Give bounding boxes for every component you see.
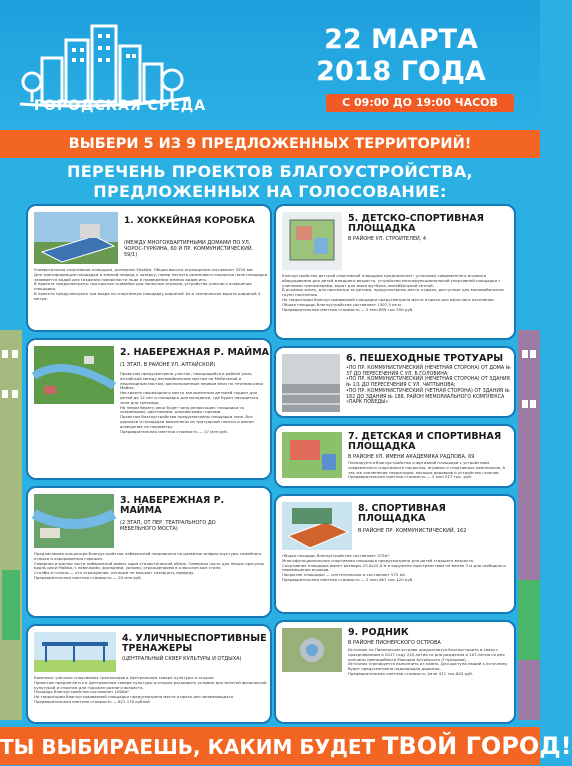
project-4-description: Комплекс уличных спортивных тренажеров в Центральном сквере культуры и отдыха. Проектом предлагается в Центральном сквере культуры и отдыха расширить условия для занятий физической культурой и спортом для горожан разного возраста. Площадь благоустройства составляет 1000м². На территории благоустраиваемой площадки предусмотрено место отдыха для занимающихся. Предварительная сметная стоимость — 621 170 рублей xyxy=(34,675,267,704)
project-2-title: 2. НАБЕРЕЖНАЯ Р. МАЙМА xyxy=(120,347,270,358)
project-1-title: 1. ХОККЕЙНАЯ КОРОБКА xyxy=(124,216,255,226)
project-8-description: Общая площадь благоустройства составляет 575м². Многофункциональная спортивная площадка предусмотрена для детей старшего возраста. Спортивная площадка имеет размеры 23,0х25,0 м и окружена пространством не менее 3 м для свободного перемещения игроков. Покрытие площадки — синтетическое и составляет 575 м2. Предварительная сметная стоимость — 2 млн.467 тыс.120 руб. xyxy=(282,553,506,582)
project-7-description: Планируется благоустройство спортивной площадки с устройством современного спортивного покрытия, игровых и спортивных комплексов. А так же озеленение территории: посадка деревьев и устройство газонов. Предварительная сметная стоимость — 2 млн.517 тыс. руб. xyxy=(348,460,506,480)
project-card-7[interactable] xyxy=(274,424,516,488)
project-2-description: Проектом предусмотрено участок, находящийся в районе улиц Алтайской между автомобильным мостом на Мебельной и пешеходным мостом, расположенным первым вниз по течению реки Майма. Настроена пешеходного место заплыненным деталей гордон для детей до 12 лет и площадка для молодежи, где будет находиться зона для трёхкара. На левом берегу реки будет зона релаксации: площадки со скамейками, цветниками, альпийскими горками. Проектом благоустройства предусмотрены площадки зона. Все дорожки и площадки выполнены из тротуарной плитки и имеют освещение по периметру. Предварительная сметная стоимость — 17 млн руб. xyxy=(120,371,264,434)
project-1-subtitle: (МЕЖДУ МНОГОКВАРТИРНЫМИ ДОМАМИ ПО УЛ. ЧОРОС-ГУРКИНА, 60 И ПР. КОММУНИСТИЧЕСКИЙ, 59/1) xyxy=(124,240,254,258)
date-line-2: 2018 ГОДА xyxy=(316,56,486,87)
project-2-subtitle: (1 ЭТАП, В РАЙОНЕ УЛ. АЛТАЙСКОЙ) xyxy=(120,362,216,368)
right-building-decoration xyxy=(518,330,540,720)
project-2-image xyxy=(34,346,114,404)
project-7-subtitle: В РАЙОНЕ УЛ. ИМЕНИ АКАДЕМИКА РАДЛОВА, 69 xyxy=(348,454,475,460)
project-3-description: Предлагаемая концепция благоустройства набережной направлена на развитие инфраструктуры семейного отдыха и оздоровления горожан. Северная и южная части набережной имеют один стилистический облик. Северная часть для пеших прогулок вдоль реки Майма, с лавочками, фонарями, урнами, ограждениями в классическом стиле. Столбы и газоны — это ограждения, которые не мешают созерцать природу. Предварительная сметная стоимость — 20 млн руб. xyxy=(34,551,265,580)
list-heading xyxy=(0,162,540,202)
time-badge: С 09:00 ДО 19:00 ЧАСОВ xyxy=(326,94,514,112)
project-1-image xyxy=(34,212,118,264)
project-6-title: 6. ПЕШЕХОДНЫЕ ТРОТУАРЫ xyxy=(346,353,504,364)
project-9-image xyxy=(282,628,342,672)
project-card-4[interactable] xyxy=(26,624,272,724)
project-card-5[interactable] xyxy=(274,204,516,340)
event-date xyxy=(286,24,516,88)
project-6-image xyxy=(282,354,340,412)
project-card-8[interactable] xyxy=(274,494,516,614)
project-9-title: 9. РОДНИК xyxy=(348,627,409,638)
logo-title: ГОРОДСКАЯ СРЕДА xyxy=(34,98,207,114)
project-card-6[interactable] xyxy=(274,346,516,418)
project-8-image xyxy=(282,502,352,550)
project-4-title: 4. УЛИЧНЫЕСПОРТИВНЫЕ ТРЕНАЖЕРЫ xyxy=(122,633,267,654)
project-3-image xyxy=(34,494,114,548)
list-heading-line-2: ПРЕДЛОЖЕННЫХ НА ГОЛОСОВАНИЕ: xyxy=(93,182,447,201)
project-card-3[interactable] xyxy=(26,486,272,618)
project-4-image xyxy=(34,632,116,672)
slogan-banner xyxy=(0,727,572,765)
call-to-action-banner: ВЫБЕРИ 5 ИЗ 9 ПРЕДЛОЖЕННЫХ ТЕРРИТОРИЙ! xyxy=(0,130,540,158)
project-3-subtitle: (2 ЭТАП, ОТ ПЕР. ТЕАТРАЛЬНОГО ДО МЕБЕЛЬНОГО МОСТА) xyxy=(120,520,216,532)
project-card-9[interactable] xyxy=(274,620,516,724)
project-card-2[interactable] xyxy=(26,338,272,480)
project-7-title: 7. ДЕТСКАЯ И СПОРТИВНАЯ ПЛОЩАДКА xyxy=(348,431,502,452)
project-7-image xyxy=(282,432,342,478)
left-building-decoration xyxy=(0,330,22,720)
project-5-image xyxy=(282,212,342,270)
project-5-subtitle: В РАЙОНЕ УЛ. СТРОИТЕЛЕЙ, 4 xyxy=(348,236,427,242)
project-6-list: •ПО ПР. КОММУНИСТИЧЕСКИЙ (НЕЧЕТНАЯ СТОРОНА) ОТ ДОМА № 37 ДО ПЕРЕСЕЧЕНИЯ С УЛ. Б.ГОЛОВИНА; •ПО ПР. КОММУНИСТИЧЕСКИЙ (НЕЧЕТНАЯ СТОРОНА) ОТ ЗДАНИЯ № 1/1 ДО ПЕРЕСЕЧЕНИЯ С УЛ. ЧАПТЫНОВА; •ПО ПР. КОММУНИСТИЧЕСКИЙ (ЧЕТНАЯ СТОРОНА) ОТ ЗДАНИЯ № 182 ДО ЗДАНИЯ № 188, РАЙОН МЕМОРИАЛЬНОГО КОМПЛЕКСА «ПАРК ПОБЕДЫ» xyxy=(346,366,511,406)
project-4-subtitle: (ЦЕНТРАЛЬНЫЙ СКВЕР КУЛЬТУРЫ И ОТДЫХА) xyxy=(122,656,242,662)
project-1-description: Универсальная спортивная площадка, размером 30х60м. Общая высота ограждения составляет 3250 мм. Для трансформации площадки в зимний период к лазерку, повер летнего резинового покрытия поле площадки заливается водой для создания поверхности льда и проведения зимних видов игр. В проекте предусмотрены три крытые скамейки для запасных игроков, устройство уличного освещения площадки. В проекте предусмотрено три входа на спортивную площадку шириной 1м и технические ворота шириной 4 метра. xyxy=(34,267,268,301)
slogan-part-2: ТВОЙ ГОРОД! xyxy=(382,732,572,760)
project-5-description: Благоустройство детской спортивной площадки предполагает: установку современного игрового оборудования для детей младшего возраста, устройство многофункциональной спортивной площадки с уличными тренажерами, ворот для мини футбола, волейбольной сеткой. В игровых зонах, для просмотра за детьми, предусмотрены места отдыха, доступные для маломобильных групп населения. На территории благоустраиваемой площадки предусмотрено место отдыха для взрослого населения. Общая площадь благоустройства составляет 1307,5 кв.м. Предварительная сметная стоимость — 2 млн.899 тыс.550 руб. xyxy=(282,273,504,312)
project-9-description: Источник на Пионерском острове предлагается благоустроить в связи с празднованием в 2017 году 225-летия со дня рождения и 107-летия со дня кончины преподобного Макария Алтайского (Глухарева). Источник планируется выполнить из камня. Для доступа людей к источнику будет предусмотрена подходящая дорожка. Предварительная сметная стоимость 1млн 472 тыс.625 руб. xyxy=(348,647,508,676)
date-line-1: 22 МАРТА xyxy=(324,24,478,55)
project-3-title: 3. НАБЕРЕЖНАЯ Р. МАЙМА xyxy=(120,495,225,516)
project-card-1[interactable] xyxy=(26,204,272,332)
project-5-title: 5. ДЕТСКО-СПОРТИВНАЯ ПЛОЩАДКА xyxy=(348,213,484,234)
project-8-subtitle: В РАЙОНЕ ПР. КОММУНИСТИЧЕСКИЙ, 162 xyxy=(358,528,467,534)
project-9-subtitle: В РАЙОНЕ ПИОНЕРСКОГО ОСТРОВА xyxy=(348,640,441,646)
list-heading-line-1: ПЕРЕЧЕНЬ ПРОЕКТОВ БЛАГОУСТРОЙСТВА, xyxy=(67,162,473,181)
project-8-title: 8. СПОРТИВНАЯ ПЛОЩАДКА xyxy=(358,503,446,524)
slogan-part-1: ТЫ ВЫБИРАЕШЬ, КАКИМ БУДЕТ xyxy=(0,735,383,759)
header-hero xyxy=(0,0,540,130)
